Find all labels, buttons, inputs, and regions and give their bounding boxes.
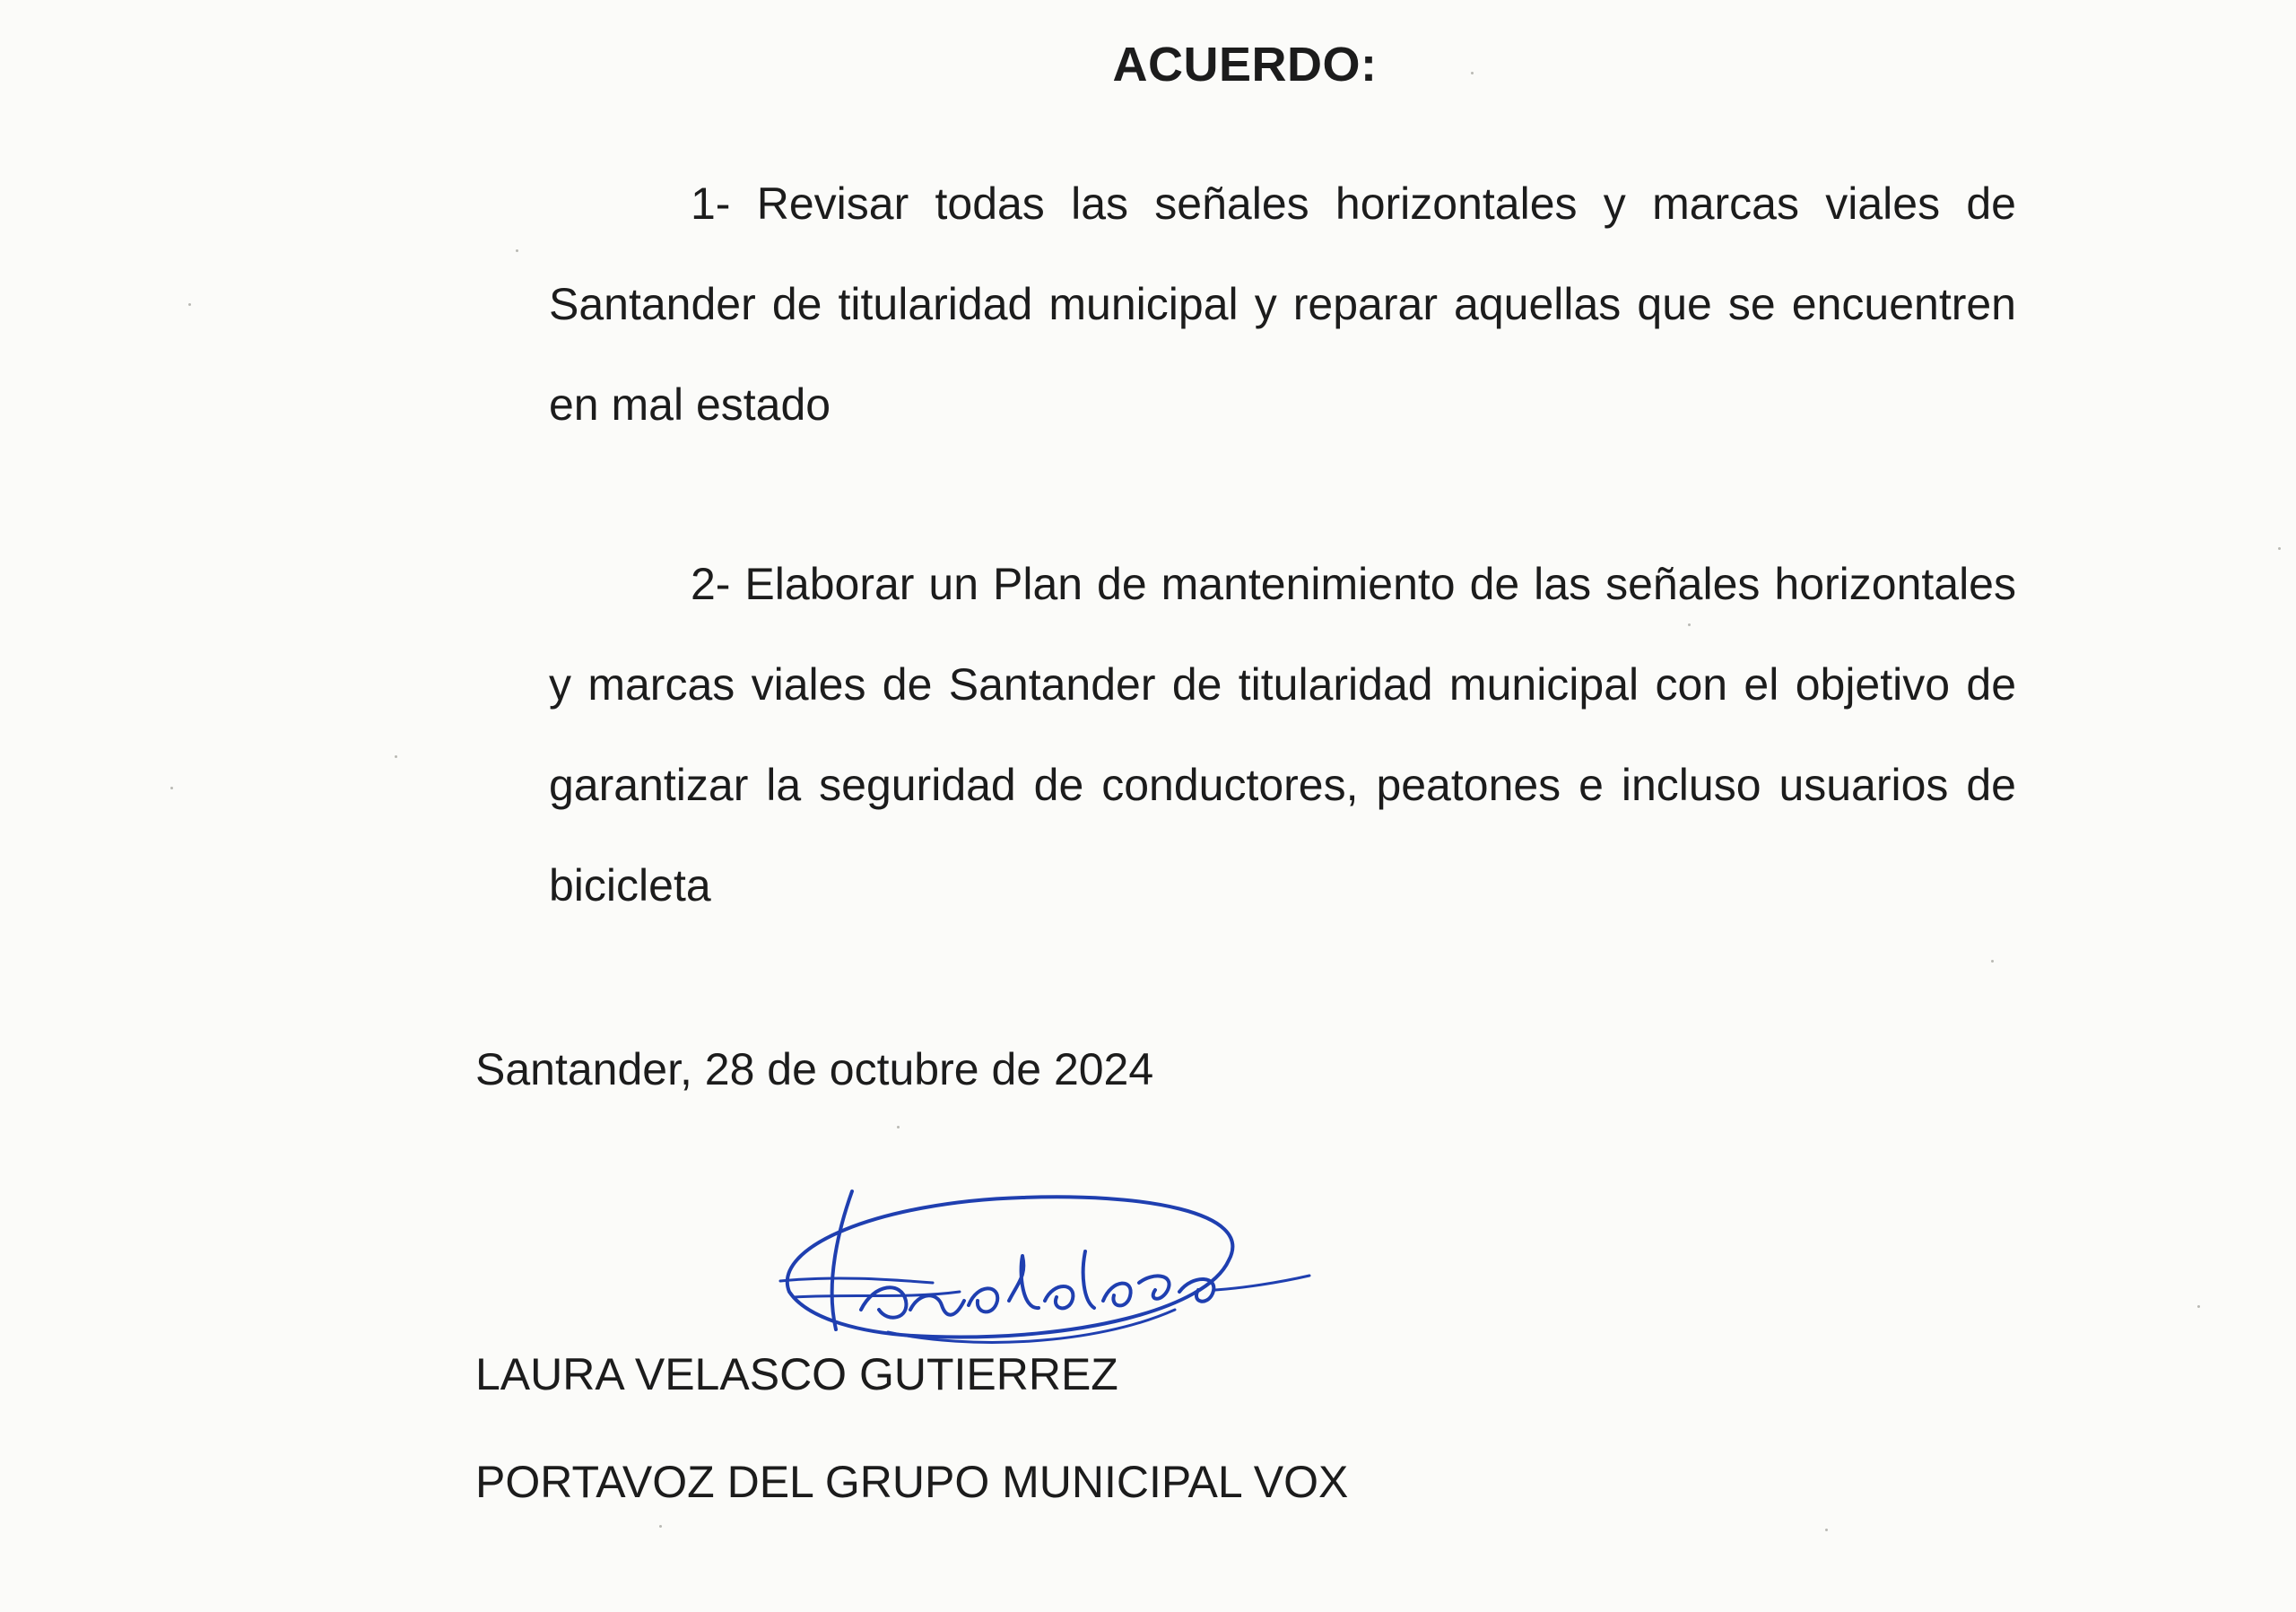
handwritten-signature [753,1175,1327,1355]
scan-speck [188,303,191,306]
scan-speck [1688,623,1691,626]
scan-speck [2278,547,2281,550]
signer-role: PORTAVOZ DEL GRUPO MUNICIPAL VOX [475,1457,1349,1507]
place-and-date: Santander, 28 de octubre de 2024 [475,1044,1154,1094]
scan-speck [1825,1529,1828,1531]
scan-speck [2197,1305,2200,1308]
signer-name: LAURA VELASCO GUTIERREZ [475,1349,1118,1399]
scan-speck [395,755,397,758]
scan-speck [1991,960,1994,963]
scan-speck [897,1126,900,1128]
scan-speck [516,249,518,252]
scan-speck [170,787,173,789]
agreement-item-2: 2- Elaborar un Plan de mantenimiento de las señales horizontales y marcas viales de Santander de titularidad municipal con el objetivo de garantizar la seguridad de conductores, peatones e incluso usuarios de bicicleta [549,559,2016,911]
scan-speck [659,1525,662,1528]
agreement-item-1: 1- Revisar todas las señales horizontales y marcas viales de Santander de titularidad municipal y reparar aquellas que se encuentren en mal estado [549,179,2016,430]
scan-speck [1471,72,1474,74]
agreement-heading: ACUERDO: [1112,38,1378,91]
